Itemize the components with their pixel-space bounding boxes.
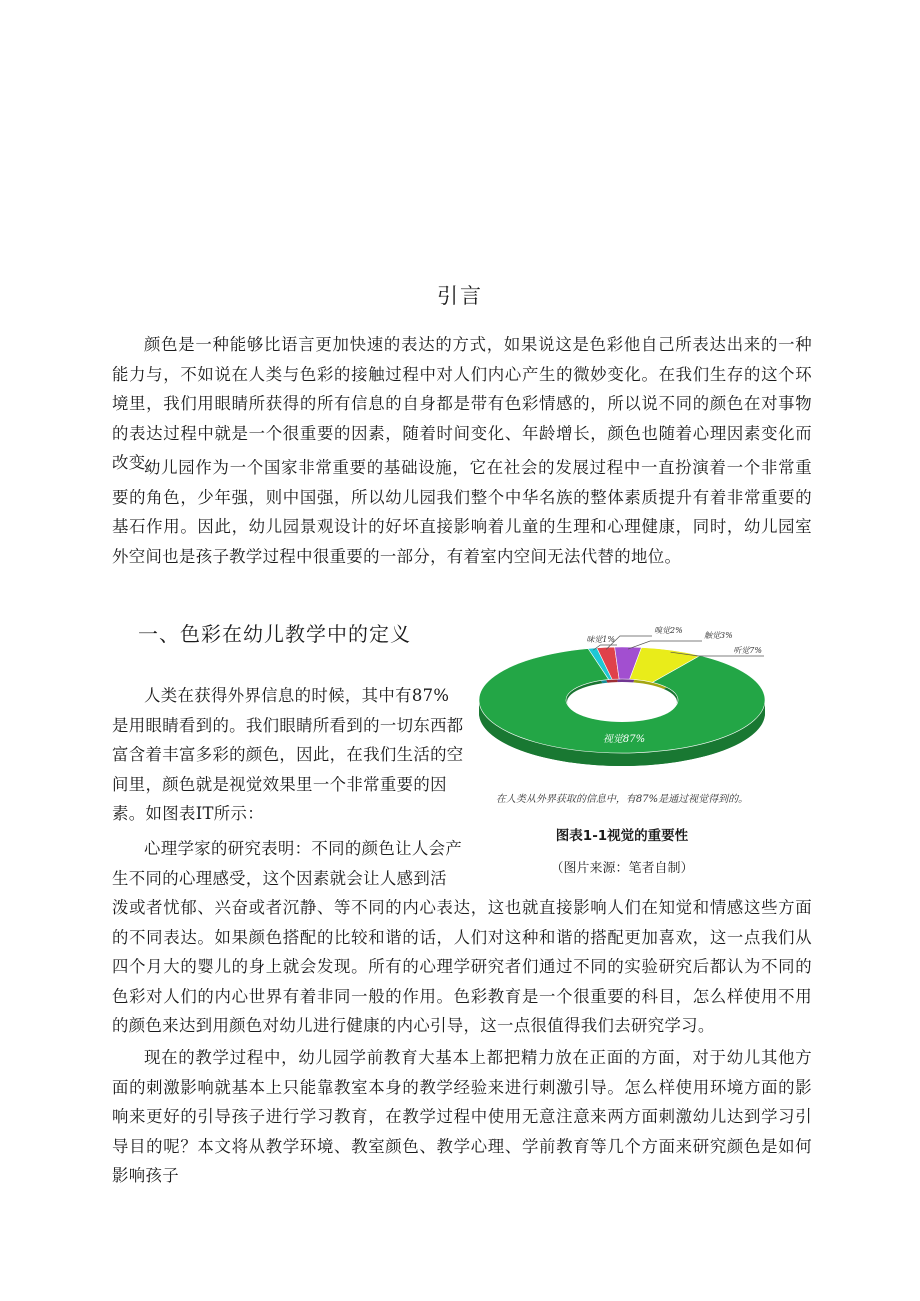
figure-source: （图片来源：笔者自制） bbox=[550, 861, 694, 876]
slice-label-0: 味觉1% bbox=[586, 635, 615, 644]
page-title: 引言 bbox=[437, 284, 483, 308]
body-paragraph-continued: 泼或者忧郁、兴奋或者沉静、等不同的内心表达，这也就直接影响人们在知觉和情感这些方面的不同表达。如果颜色搭配的比较和谐的话，人们对这种和谐的搭配更加喜欢，这一点我们从四个月大的婴儿的身上就会发现。所有的心理学研究者们通过不同的实验研究后都认为不同的色彩对人们的内心世界有着非同一般的作用。色彩教育是一个很重要的科目，怎么样使用不用的颜色来达到用颜色对幼儿进行健康的内心引导，这一点很值得我们去研究学习。 bbox=[112, 898, 812, 1035]
section-heading: 一、色彩在幼儿教学中的定义 bbox=[138, 622, 411, 646]
figure-note: 在人类从外界获取的信息中，有87%是通过视觉得到的。 bbox=[495, 794, 749, 805]
slice-label-2: 触觉3% bbox=[704, 631, 733, 640]
body-paragraph-2: 现在的教学过程中，幼儿园学前教育大基本上都把精力放在正面的方面，对于幼儿其他方面的刺激影响就基本上只能靠教室本身的教学经验来进行刺激引导。怎么样使用环境方面的影响来更好的引导孩子进行学习教育，在教学过程中使用无意注意来两方面刺激幼儿达到学习引导目的呢？本文将从教学环境、教室颜色、教学心理、学前教育等几个方面来研究颜色是如何影响孩子 bbox=[112, 1048, 812, 1185]
figure-caption: 图表1-1视觉的重要性 bbox=[555, 828, 689, 844]
donut-hole bbox=[567, 682, 677, 722]
intro-paragraph-1: 颜色是一种能够比语言更加快速的表达的方式，如果说这是色彩他自己所表达出来的一种能力与，不如说在人类与色彩的接触过程中对人们内心产生的微妙变化。在我们生存的这个环境里，我们用眼睛所获得的所有信息的自身都是带有色彩情感的，所以说不同的颜色在对事物的表达过程中就是一个很重要的因素，随着时间变化、年龄增长，颜色也随着心理因素变化而改变。 bbox=[112, 335, 812, 472]
donut-chart bbox=[472, 620, 772, 810]
slice-label-4: 视觉87% bbox=[602, 734, 646, 745]
side-paragraph-2: 心理学家的研究表明：不同的颜色让人会产生不同的心理感受，这个因素就会让人感到活 bbox=[112, 839, 463, 888]
slice-label-1: 嗅觉2% bbox=[654, 626, 683, 635]
slice-label-3: 听觉7% bbox=[733, 646, 762, 655]
side-paragraph-1: 人类在获得外界信息的时候，其中有87%是用眼睛看到的。我们眼睛所看到的一切东西都富含着丰富多彩的颜色，因此，在我们生活的空间里，颜色就是视觉效果里一个非常重要的因素。如图表IT所示： bbox=[112, 686, 464, 823]
intro-paragraph-2: 幼儿园作为一个国家非常重要的基础设施，它在社会的发展过程中一直扮演着一个非常重要的角色，少年强，则中国强，所以幼儿园我们整个中华名族的整体素质提升有着非常重要的基石作用。因此，幼儿园景观设计的好坏直接影响着儿童的生理和心理健康，同时，幼儿园室外空间也是孩子教学过程中很重要的一部分，有着室内空间无法代替的地位。 bbox=[112, 458, 812, 566]
